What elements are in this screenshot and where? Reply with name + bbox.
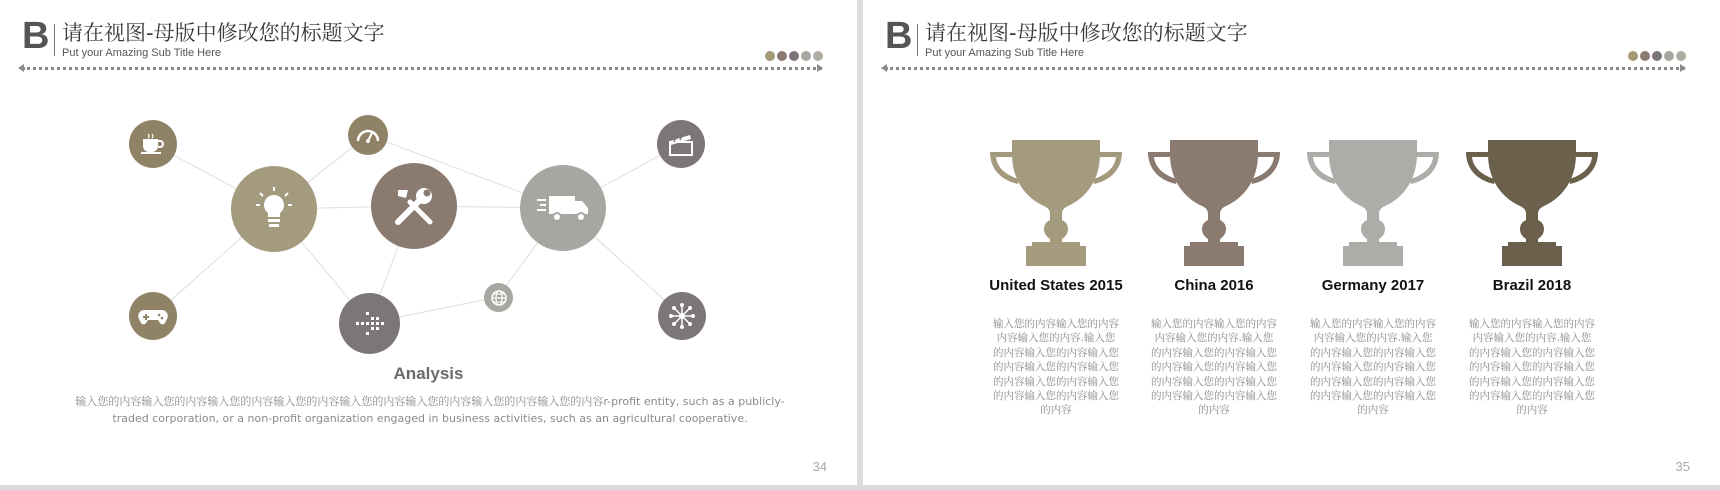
delivery-truck-icon <box>537 192 589 224</box>
trophy-icon <box>1146 138 1282 268</box>
gauge-node[interactable] <box>348 115 388 155</box>
trophy-title[interactable]: China 2016 <box>1174 277 1254 294</box>
header-divider <box>917 24 918 56</box>
dotted-line-right-arrow <box>1680 64 1686 72</box>
analysis-title[interactable]: Analysis <box>393 364 464 383</box>
network-icon <box>668 302 696 330</box>
truck-node[interactable] <box>520 165 606 251</box>
network-node[interactable] <box>658 292 706 340</box>
lightbulb-icon <box>256 187 292 231</box>
trophy-title[interactable]: Brazil 2018 <box>1492 277 1572 294</box>
header-dot <box>1676 51 1686 61</box>
trophy-description[interactable]: 输入您的内容输入您的内容内容输入您的内容.输入您的内容输入您的内容输入您的内容输入您的内容输入您的内容输入您的内容输入您的内容输入您的内容输入您的内容 <box>1469 318 1595 417</box>
trophy-description[interactable]: 输入您的内容输入您的内容内容输入您的内容.输入您的内容输入您的内容输入您的内容输入您的内容输入您的内容输入您的内容输入您的内容输入您的内容输入您的内容 <box>1310 318 1436 417</box>
trophy-icon <box>1464 138 1600 268</box>
tools-node[interactable] <box>371 163 457 249</box>
header-dot <box>1652 51 1662 61</box>
trophy-icon <box>988 138 1124 268</box>
trophy-title[interactable]: Germany 2017 <box>1321 277 1425 294</box>
header-letter: B <box>22 15 50 57</box>
globe-icon <box>490 289 508 307</box>
header-dots <box>1628 51 1686 61</box>
gamepad-node[interactable] <box>129 292 177 340</box>
trophy-icon <box>1305 138 1441 268</box>
slide-subtitle[interactable]: Put your Amazing Sub Title Here <box>62 47 221 59</box>
trophy-description[interactable]: 输入您的内容输入您的内容内容输入您的内容.输入您的内容输入您的内容输入您的内容输入您的内容输入您的内容输入您的内容输入您的内容输入您的内容输入您的内容 <box>993 318 1119 417</box>
clapperboard-node[interactable] <box>657 120 705 168</box>
page-number: 35 <box>1675 459 1690 474</box>
trophy-description[interactable]: 输入您的内容输入您的内容内容输入您的内容.输入您的内容输入您的内容输入您的内容输入您的内容输入您的内容输入您的内容输入您的内容输入您的内容输入您的内容 <box>1151 318 1277 417</box>
lightbulb-node[interactable] <box>231 166 317 252</box>
header-dotted-line <box>885 67 1685 70</box>
analysis-body-text[interactable]: 输入您的内容输入您的内容输入您的内容输入您的内容输入您的内容输入您的内容输入您的内容输入您的内容r-profit entity, such as a publicly-traded corporation, or a non-profit organization engaged in business activities, such as an agricultural cooperative. <box>75 395 785 425</box>
slide-34 <box>0 0 857 485</box>
coffee-cup-icon <box>140 133 166 155</box>
gamepad-icon <box>138 306 168 326</box>
slide-35 <box>863 0 1720 485</box>
globe-node[interactable] <box>484 283 513 312</box>
header-dot <box>1664 51 1674 61</box>
slide-title[interactable]: 请在视图-母版中修改您的标题文字 <box>62 21 385 45</box>
trophy-title[interactable]: United States 2015 <box>989 277 1123 294</box>
slide-title[interactable]: 请在视图-母版中修改您的标题文字 <box>925 21 1248 45</box>
tools-icon <box>392 184 436 228</box>
arrows-icon <box>354 312 386 336</box>
clapperboard-icon <box>668 132 694 156</box>
arrows-node[interactable] <box>339 293 400 354</box>
header-dot <box>1628 51 1638 61</box>
header-letter: B <box>885 15 913 57</box>
header-dot <box>1640 51 1650 61</box>
coffee-node[interactable] <box>129 120 177 168</box>
slide-subtitle[interactable]: Put your Amazing Sub Title Here <box>925 47 1084 59</box>
gauge-icon <box>356 125 380 145</box>
page-number: 34 <box>812 459 827 474</box>
